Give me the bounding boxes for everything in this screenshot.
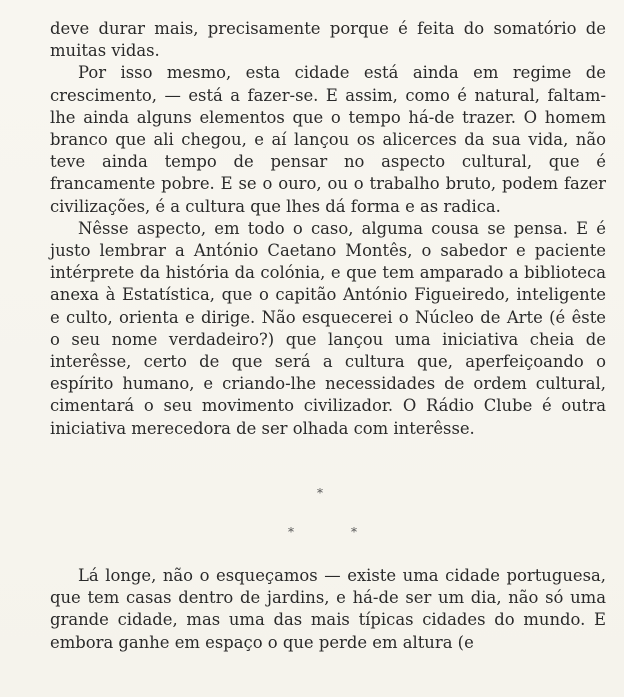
paragraph-portuguese-city: Lá longe, não o esqueçamos — existe uma cidade portuguesa, que tem casas dentro de jardins, e há-de ser um dia, não só uma grande cidade, mas uma das mais típicas cidades do mundo. E embora ganhe em espaço o que perde em altura (e (50, 566, 606, 652)
text-block-bottom (50, 565, 606, 654)
text-block-top (50, 18, 606, 440)
paragraph-city-growth: Por isso mesmo, esta cidade está ainda em regime de crescimento, — está a fazer-se. E assim, como é natural, faltam-lhe ainda alguns elementos que o tempo há-de trazer. O homem branco que ali chegou, e aí lançou os alicerces da sua vida, não teve ainda tempo de pensar no aspecto cultural, que é francamente pobre. E se o ouro, ou o trabalho bruto, podem fazer civilizações, é a cultura que lhes dá forma e as radica. (50, 63, 606, 216)
asterism-star-left: * (288, 525, 294, 539)
asterism-star-top: * (317, 486, 323, 500)
paragraph-continuation: deve durar mais, precisamente porque é feita do somatório de muitas vidas. (50, 19, 606, 61)
asterism-star-right: * (351, 525, 357, 539)
paragraph-culture-initiatives: Nêsse aspecto, em todo o caso, alguma cousa se pensa. E é justo lembrar a António Caetano Montês, o sabedor e paciente intérprete da história da colónia, e que tem amparado a biblioteca anexa à Estatística, que o capitão António Figueiredo, inteligente e culto, orienta e dirige. Não esquecerei o Núcleo de Arte (é êste o seu nome verdadeiro?) que lançou uma iniciativa cheia de interêsse, certo de que será a cultura que, aperfeiçoando o espírito humano, e criando-lhe necessidades de ordem cultural, cimentará o seu movimento civilizador. O Rádio Clube é outra iniciativa merecedora de ser olhada com interêsse. (50, 218, 606, 438)
